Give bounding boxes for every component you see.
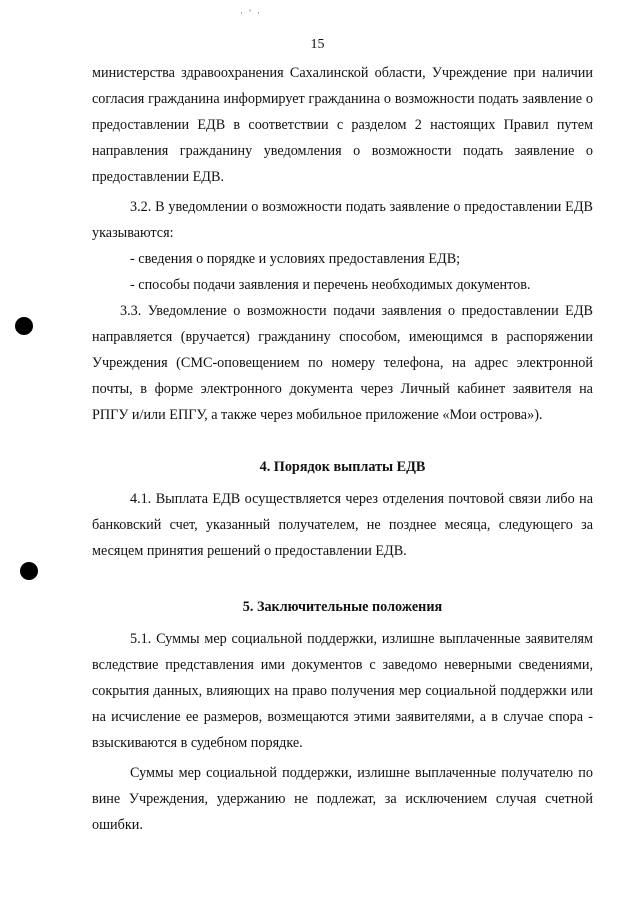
page-number: 15 [310, 37, 325, 52]
section-4-heading: 4. Порядок выплаты ЕДВ [259, 459, 426, 475]
section-5-heading: 5. Заключительные положения [242, 599, 443, 615]
list-item-3-2-1: - сведения о порядке и условиях предоставления ЕДВ; [130, 251, 461, 267]
paragraph-5-1: 5.1. Суммы мер социальной поддержки, излишне выплаченные заявителям вследствие представления ими документов с заведомо неверными сведениями, сокрытия данных, влияющих на право получения мер социальной поддержки или на исчисление ее размеров, возмещаются этими заявителями, а в случае спора - взыскиваются в судебном порядке. [92, 631, 593, 751]
scan-specks: · ' · [240, 8, 263, 18]
list-item-3-2-2: - способы подачи заявления и перечень необходимых документов. [130, 277, 531, 293]
punch-hole-top [15, 317, 33, 335]
document-body [92, 60, 593, 838]
paragraph-continuation: министерства здравоохранения Сахалинской области, Учреждение при наличии согласия гражданина информирует гражданина о возможности подать заявление о предоставлении ЕДВ в соответствии с разделом 2 настоящих Правил путем направления гражданину уведомления о возможности подать заявление о предоставлении ЕДВ. [92, 65, 593, 185]
punch-hole-bottom [20, 562, 38, 580]
paragraph-3-3: 3.3. Уведомление о возможности подачи заявления о предоставлении ЕДВ направляется (вручается) гражданину способом, имеющимся в распоряжении Учреждения (СМС-оповещением по номеру телефона, на адрес электронной почты, в форме электронного документа через Личный кабинет заявителя на РПГУ и/или ЕПГУ, а также через мобильное приложение «Мои острова»). [92, 303, 593, 423]
paragraph-3-2: 3.2. В уведомлении о возможности подать заявление о предоставлении ЕДВ указываются: [92, 199, 593, 241]
paragraph-5-2: Суммы мер социальной поддержки, излишне выплаченные получателю по вине Учреждения, удержанию не подлежат, за исключением случая счетной ошибки. [92, 765, 593, 833]
paragraph-4-1: 4.1. Выплата ЕДВ осуществляется через отделения почтовой связи либо на банковский счет, указанный получателем, не позднее месяца, следующего за месяцем принятия решений о предоставлении ЕДВ. [92, 491, 593, 559]
